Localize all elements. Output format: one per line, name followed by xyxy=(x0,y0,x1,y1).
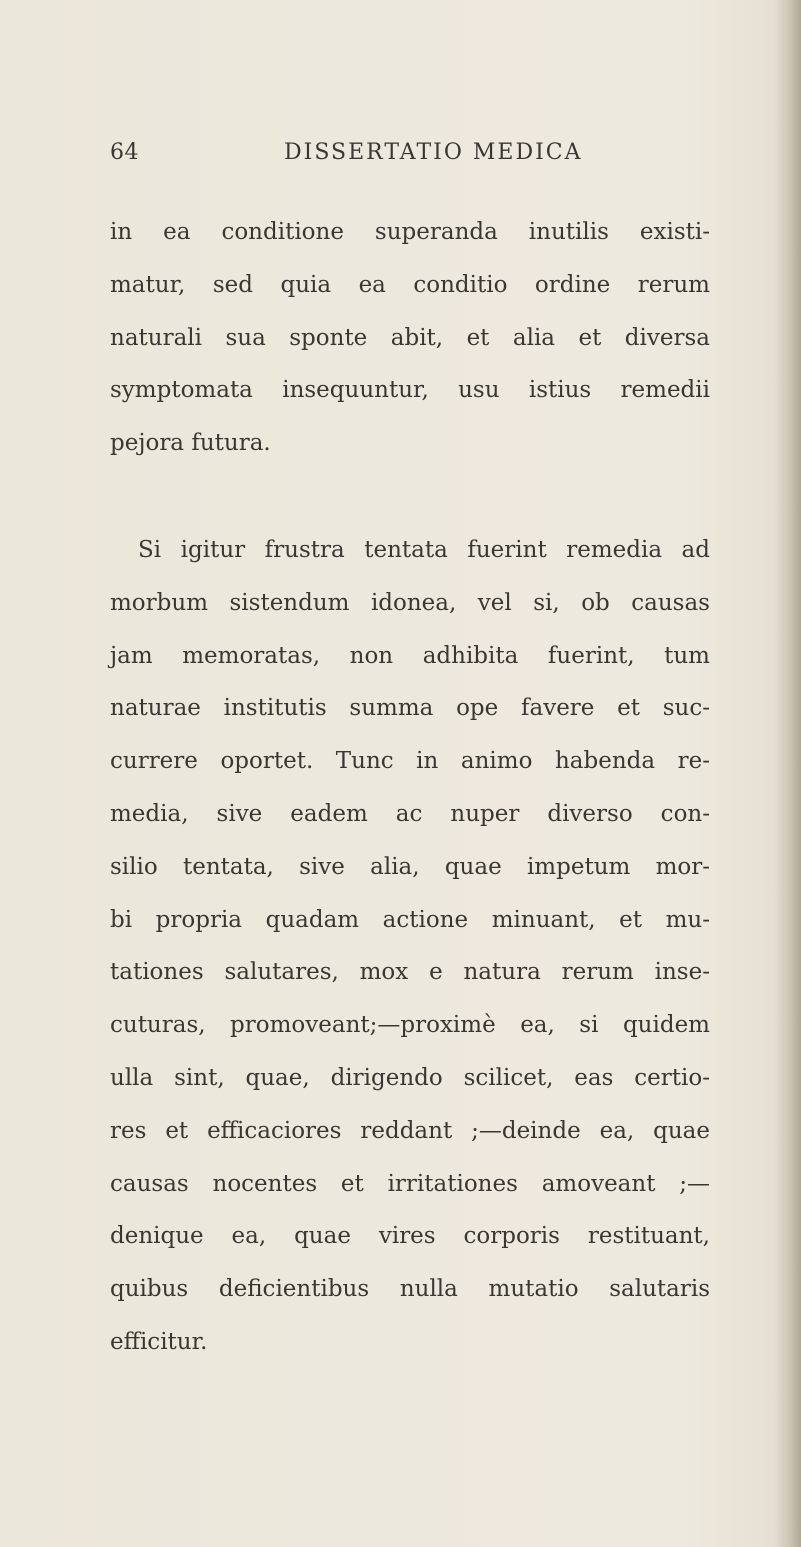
text-line: jam memoratas, non adhibita fuerint, tum xyxy=(110,642,710,669)
text-line: pejora futura. xyxy=(110,430,271,457)
text-line: silio tentata, sive alia, quae impetum mor- xyxy=(110,853,710,880)
text-line: naturali sua sponte abit, et alia et diversa xyxy=(110,324,710,351)
text-line: cuturas, promoveant;—proximè ea, si quidem xyxy=(110,1012,710,1039)
text-line: tationes salutares, mox e natura rerum inse- xyxy=(110,959,710,986)
text-line: bi propria quadam actione minuant, et mu- xyxy=(110,906,710,933)
page-number: 64 xyxy=(110,140,139,165)
paragraph-2 xyxy=(110,524,710,1369)
paragraph-1 xyxy=(110,206,710,470)
text-line: in ea conditione superanda inutilis existi- xyxy=(110,219,710,245)
text-line: quibus deficientibus nulla mutatio salutaris xyxy=(110,1276,710,1303)
running-title: DISSERTATIO MEDICA xyxy=(284,140,583,165)
text-line: causas nocentes et irritationes amoveant ;— xyxy=(110,1170,710,1197)
text-line: naturae institutis summa ope favere et suc- xyxy=(110,695,710,722)
text-line: Si igitur frustra tentata fuerint remedia ad xyxy=(138,536,710,563)
text-line: media, sive eadem ac nuper diverso con- xyxy=(110,800,710,827)
text-line: res et efficaciores reddant ;—deinde ea, quae xyxy=(110,1117,710,1144)
text-line: ulla sint, quae, dirigendo scilicet, eas certio- xyxy=(110,1064,710,1091)
text-line: morbum sistendum idonea, vel si, ob causas xyxy=(110,589,710,616)
text-line: matur, sed quia ea conditio ordine rerum xyxy=(110,271,710,298)
text-line: efficitur. xyxy=(110,1328,208,1355)
text-line: currere oportet. Tunc in animo habenda re- xyxy=(110,748,710,775)
text-line: symptomata insequuntur, usu istius remedii xyxy=(110,377,710,404)
text-line: denique ea, quae vires corporis restituant, xyxy=(110,1223,710,1250)
running-head xyxy=(110,140,710,176)
page-edge-shadow xyxy=(775,0,801,1547)
paragraph-gap xyxy=(110,470,710,524)
body-text xyxy=(110,206,710,1369)
